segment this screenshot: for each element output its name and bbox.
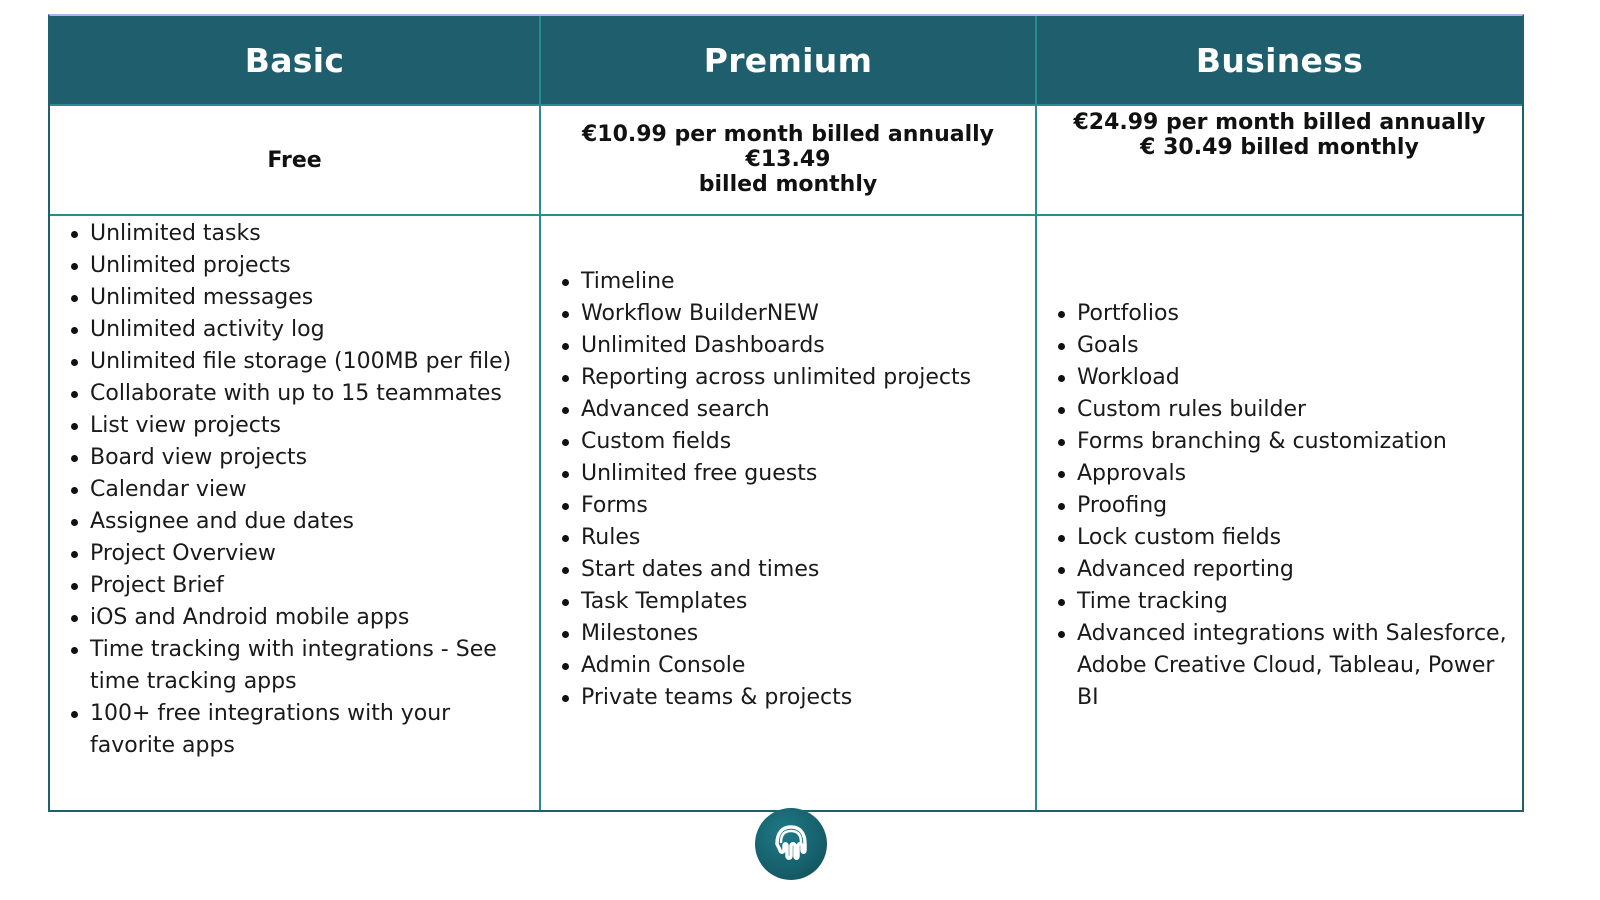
feature-item: Board view projects (68, 442, 533, 474)
feature-item: Timeline (559, 266, 1029, 298)
feature-item: Project Overview (68, 538, 533, 570)
price-line: € 30.49 billed monthly (1140, 135, 1419, 160)
feature-item: Forms branching & customization (1055, 426, 1516, 458)
feature-item: Calendar view (68, 474, 533, 506)
feature-item: Custom fields (559, 426, 1029, 458)
feature-item: Admin Console (559, 650, 1029, 682)
feature-list-premium (541, 216, 1037, 810)
feature-list (1055, 298, 1516, 714)
feature-item: Time tracking with integrations - See time tracking apps (68, 634, 533, 698)
price-line: billed monthly (698, 172, 878, 197)
feature-item: Unlimited messages (68, 282, 533, 314)
feature-item: Task Templates (559, 586, 1029, 618)
feature-item: Start dates and times (559, 554, 1029, 586)
feature-item: Approvals (1055, 458, 1516, 490)
price-line: €10.99 per month billed annually €13.49 (581, 122, 995, 172)
feature-list-business (1037, 216, 1522, 810)
feature-item: Goals (1055, 330, 1516, 362)
plan-header-premium: Premium (541, 16, 1037, 106)
feature-item: Proofing (1055, 490, 1516, 522)
price-line: €24.99 per month billed annually (1073, 110, 1486, 135)
feature-item: Project Brief (68, 570, 533, 602)
feature-item: Forms (559, 490, 1029, 522)
feature-item: Unlimited Dashboards (559, 330, 1029, 362)
feature-item: Custom rules builder (1055, 394, 1516, 426)
feature-item: Milestones (559, 618, 1029, 650)
feature-item: Rules (559, 522, 1029, 554)
feature-item: Advanced search (559, 394, 1029, 426)
brand-logo-icon (755, 808, 827, 880)
feature-item: Unlimited free guests (559, 458, 1029, 490)
feature-item: Time tracking (1055, 586, 1516, 618)
feature-item: Assignee and due dates (68, 506, 533, 538)
pricing-comparison-table (48, 14, 1524, 812)
price-line: Free (267, 147, 322, 173)
plan-header-business: Business (1037, 16, 1522, 106)
plan-header-basic: Basic (50, 16, 541, 106)
feature-item: Unlimited tasks (68, 218, 533, 250)
feature-item: iOS and Android mobile apps (68, 602, 533, 634)
feature-item: List view projects (68, 410, 533, 442)
feature-item: Private teams & projects (559, 682, 1029, 714)
plan-price-basic (50, 106, 541, 216)
feature-list (68, 218, 533, 762)
plan-price-premium (541, 106, 1037, 216)
feature-item: Unlimited projects (68, 250, 533, 282)
feature-item: Portfolios (1055, 298, 1516, 330)
feature-item: Collaborate with up to 15 teammates (68, 378, 533, 410)
feature-item: Workload (1055, 362, 1516, 394)
brand-logo-glyph-icon (765, 820, 817, 868)
feature-item: Advanced reporting (1055, 554, 1516, 586)
feature-item: Reporting across unlimited projects (559, 362, 1029, 394)
feature-item: Unlimited activity log (68, 314, 533, 346)
feature-item: Workflow BuilderNEW (559, 298, 1029, 330)
feature-list (559, 266, 1029, 714)
plan-price-business (1037, 106, 1522, 216)
feature-item: Lock custom fields (1055, 522, 1516, 554)
feature-item: 100+ free integrations with your favorite apps (68, 698, 533, 762)
feature-list-basic (50, 216, 541, 810)
feature-item: Advanced integrations with Salesforce, Adobe Creative Cloud, Tableau, Power BI (1055, 618, 1516, 714)
feature-item: Unlimited file storage (100MB per file) (68, 346, 533, 378)
